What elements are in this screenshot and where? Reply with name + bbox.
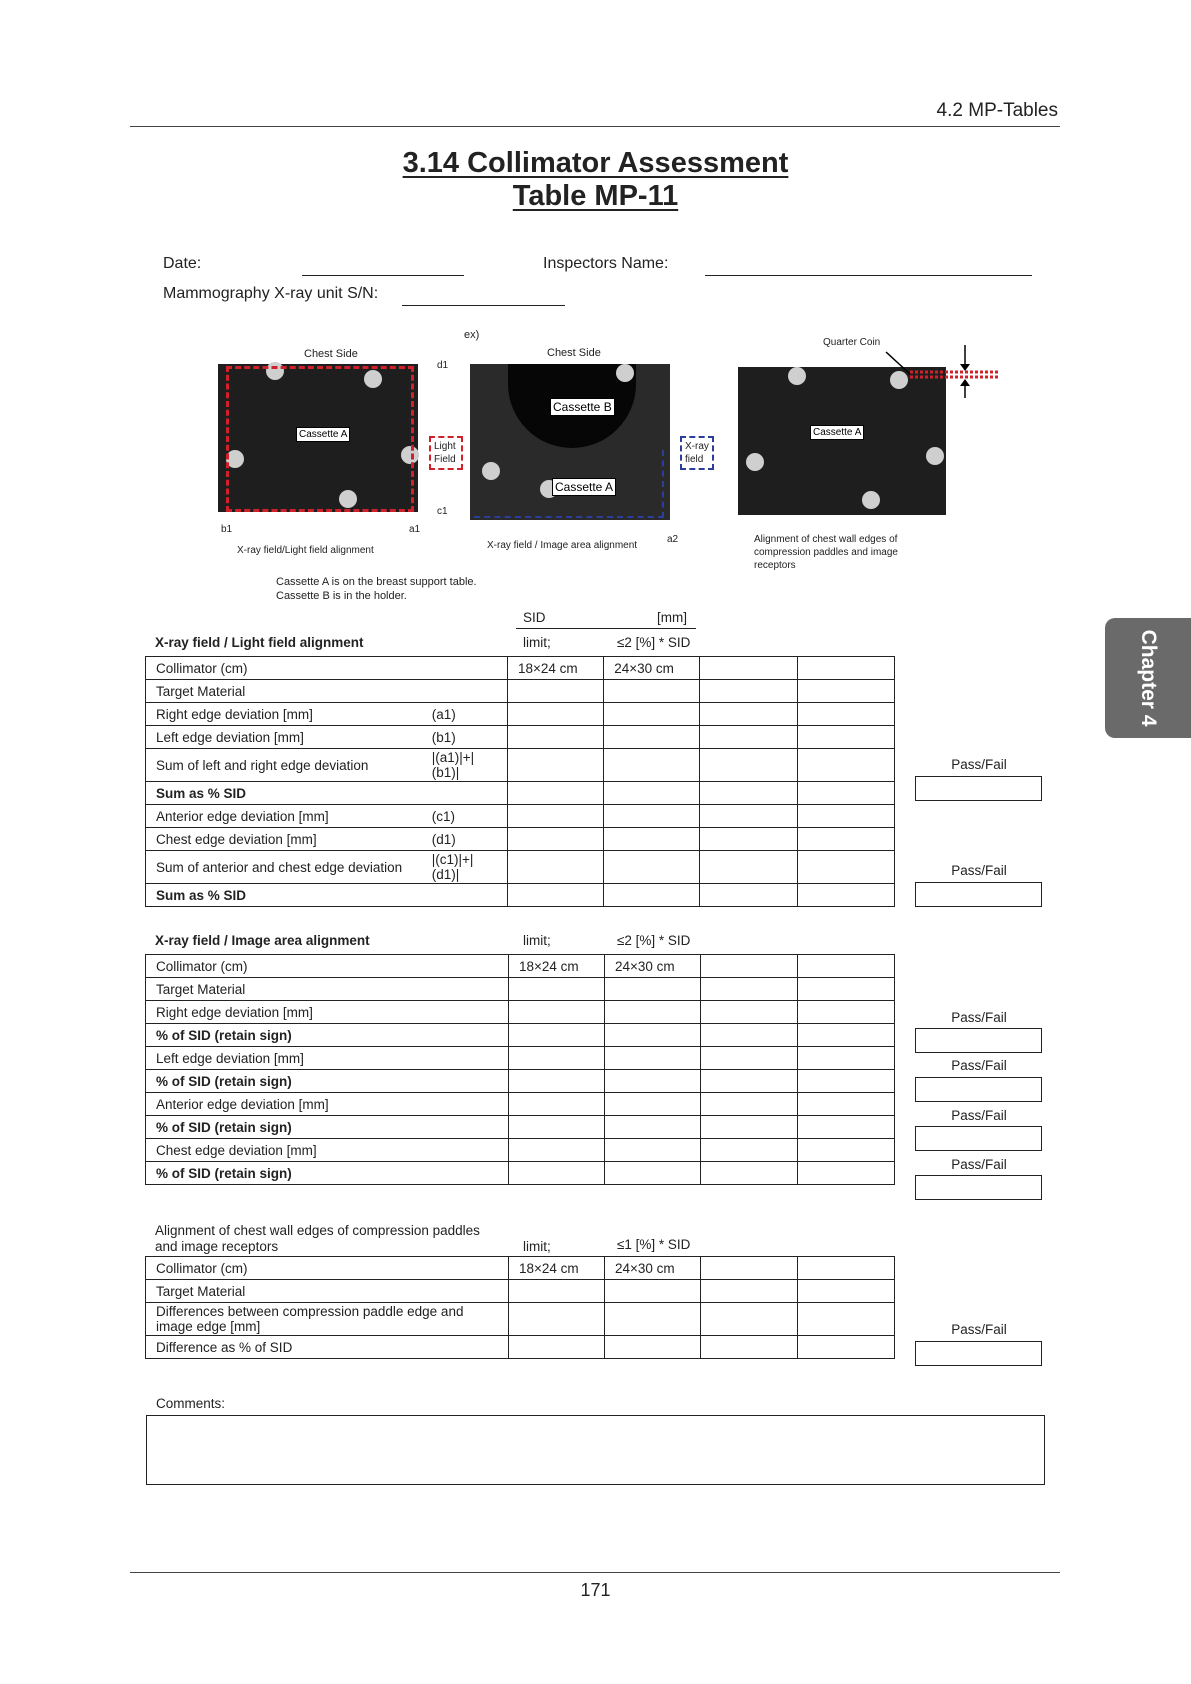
- pass-fail-label-2: Pass/Fail: [951, 863, 1007, 878]
- row-label: Target Material: [146, 978, 509, 1001]
- row-symbol: [422, 884, 508, 907]
- cell-col-1[interactable]: [507, 884, 603, 907]
- table-row: [146, 955, 895, 978]
- cell-col-1[interactable]: [509, 1336, 605, 1359]
- table3-limit-label: limit;: [523, 1239, 551, 1254]
- unit-sn-label: Mammography X-ray unit S/N:: [163, 285, 379, 302]
- row-label: Left edge deviation [mm]: [146, 726, 422, 749]
- cell-col-3[interactable]: [701, 1001, 798, 1024]
- label-a2: a2: [667, 534, 679, 545]
- table-row: [146, 884, 895, 907]
- table-row: [146, 805, 895, 828]
- table-row: [146, 1047, 895, 1070]
- cell-col-2[interactable]: [604, 680, 700, 703]
- row-symbol: (d1): [422, 828, 508, 851]
- pass-fail-label-3: Pass/Fail: [951, 1010, 1007, 1025]
- pass-fail-label-5: Pass/Fail: [951, 1108, 1007, 1123]
- table-row: [146, 1257, 895, 1280]
- pass-fail-box-6[interactable]: [915, 1175, 1042, 1200]
- page-subtitle: [0, 180, 1191, 213]
- row-label: Chest edge deviation [mm]: [146, 828, 422, 851]
- row-label: Collimator (cm): [146, 955, 509, 978]
- row-label: Sum of left and right edge deviation: [146, 749, 422, 782]
- cell-col-1[interactable]: [507, 805, 603, 828]
- cell-col-3[interactable]: [701, 1024, 798, 1047]
- cassette-note-line-2: Cassette B is in the holder.: [276, 590, 407, 602]
- cell-col-2[interactable]: 24×30 cm: [605, 1257, 701, 1280]
- label-b1: b1: [221, 524, 233, 535]
- cell-col-3[interactable]: [701, 1139, 798, 1162]
- cell-col-1[interactable]: [507, 782, 603, 805]
- cell-col-3[interactable]: [700, 680, 797, 703]
- cell-col-1[interactable]: 18×24 cm: [507, 657, 603, 680]
- date-field[interactable]: [302, 275, 464, 276]
- table-row: [146, 1024, 895, 1047]
- pass-fail-label-4: Pass/Fail: [951, 1058, 1007, 1073]
- cell-col-3[interactable]: [701, 1162, 798, 1185]
- cell-col-2[interactable]: [605, 1139, 701, 1162]
- cell-col-4[interactable]: [798, 978, 895, 1001]
- cell-col-2[interactable]: [604, 884, 700, 907]
- title-line-2: Table MP-11: [512, 180, 679, 212]
- row-label: Sum as % SID: [146, 782, 422, 805]
- date-label: Date:: [163, 255, 202, 272]
- light-field-word-2: Field: [434, 454, 456, 465]
- cell-col-1[interactable]: [509, 1093, 605, 1116]
- cell-col-3[interactable]: [700, 828, 797, 851]
- cell-col-4[interactable]: [797, 703, 894, 726]
- row-label: Right edge deviation [mm]: [146, 1001, 509, 1024]
- row-label: Target Material: [146, 680, 422, 703]
- table-row: [146, 1280, 895, 1303]
- img3-caption-line-3: receptors: [754, 560, 796, 571]
- sid-field[interactable]: [516, 628, 696, 629]
- inspector-label: Inspectors Name:: [543, 255, 669, 272]
- cell-col-3[interactable]: [701, 955, 798, 978]
- img3-caption-line-1: Alignment of chest wall edges of: [754, 534, 898, 545]
- table-row: [146, 749, 895, 782]
- row-symbol: [422, 680, 508, 703]
- table-row: [146, 1336, 895, 1359]
- cell-col-3[interactable]: [701, 1116, 798, 1139]
- label-d1: d1: [437, 360, 449, 371]
- cell-col-4[interactable]: [797, 851, 894, 884]
- footer-rule: [130, 1572, 1060, 1573]
- cell-col-2[interactable]: [604, 828, 700, 851]
- table1: [145, 656, 895, 907]
- cell-col-2[interactable]: [605, 1162, 701, 1185]
- row-label: % of SID (retain sign): [146, 1070, 509, 1093]
- cell-col-4[interactable]: [798, 1336, 895, 1359]
- cell-col-3[interactable]: [700, 805, 797, 828]
- row-label: Anterior edge deviation [mm]: [146, 805, 422, 828]
- table2-limit-value: ≤2 [%] * SID: [617, 933, 691, 948]
- pass-fail-box-4[interactable]: [915, 1077, 1042, 1102]
- cell-col-4[interactable]: [798, 1047, 895, 1070]
- row-label: Sum of anterior and chest edge deviation: [146, 851, 422, 884]
- cell-col-4[interactable]: [797, 782, 894, 805]
- table3-title: Alignment of chest wall edges of compression paddles and image receptors: [155, 1223, 480, 1254]
- table-row: [146, 657, 895, 680]
- cell-col-1[interactable]: [509, 1001, 605, 1024]
- row-symbol: [422, 782, 508, 805]
- cell-col-3[interactable]: [701, 1303, 798, 1336]
- cell-col-1[interactable]: [509, 1303, 605, 1336]
- cell-col-4[interactable]: [798, 1139, 895, 1162]
- table-row: [146, 1116, 895, 1139]
- table-row: [146, 1001, 895, 1024]
- page-title: [0, 147, 1191, 180]
- coin-alignment-marker: [850, 340, 1010, 400]
- table1-title: X-ray field / Light field alignment: [155, 635, 364, 650]
- cell-col-2[interactable]: [605, 1303, 701, 1336]
- light-field-legend: [429, 436, 463, 470]
- sid-unit: [mm]: [657, 610, 687, 625]
- table3-limit-value: ≤1 [%] * SID: [617, 1237, 691, 1252]
- label-a1: a1: [409, 524, 421, 535]
- img3-cassette-label: Cassette A: [810, 425, 864, 440]
- cell-col-2[interactable]: [604, 726, 700, 749]
- cassette-b-label: Cassette B: [550, 398, 615, 416]
- cell-col-1[interactable]: [509, 1047, 605, 1070]
- cell-col-2[interactable]: [605, 1047, 701, 1070]
- table-row: [146, 978, 895, 1001]
- cell-col-3[interactable]: [701, 978, 798, 1001]
- img1-cassette-label: Cassette A: [296, 427, 350, 442]
- cell-col-1[interactable]: [507, 828, 603, 851]
- cell-col-3[interactable]: [700, 851, 797, 884]
- cell-col-3[interactable]: [700, 703, 797, 726]
- cell-col-2[interactable]: 24×30 cm: [604, 657, 700, 680]
- table-row: [146, 828, 895, 851]
- unit-sn-field[interactable]: [402, 305, 565, 306]
- page-number: 171: [580, 1580, 611, 1600]
- row-label: Differences between compression paddle edge and image edge [mm]: [146, 1303, 509, 1336]
- row-label: Collimator (cm): [146, 1257, 509, 1280]
- cell-col-4[interactable]: [797, 680, 894, 703]
- table-row: [146, 1093, 895, 1116]
- cell-col-4[interactable]: [798, 1024, 895, 1047]
- row-label: Left edge deviation [mm]: [146, 1047, 509, 1070]
- cell-col-1[interactable]: [509, 1070, 605, 1093]
- cell-col-2[interactable]: 24×30 cm: [605, 955, 701, 978]
- cell-col-4[interactable]: [797, 749, 894, 782]
- cell-col-1[interactable]: [509, 1116, 605, 1139]
- row-symbol: |(a1)|+|(b1)|: [422, 749, 508, 782]
- cell-col-2[interactable]: [605, 1024, 701, 1047]
- cell-col-1[interactable]: [507, 749, 603, 782]
- cell-col-3[interactable]: [701, 1093, 798, 1116]
- cell-col-3[interactable]: [701, 1070, 798, 1093]
- xray-image-2: [470, 364, 670, 520]
- cell-col-2[interactable]: [605, 1336, 701, 1359]
- cell-col-3[interactable]: [700, 657, 797, 680]
- cell-col-2[interactable]: [604, 703, 700, 726]
- cell-col-4[interactable]: [797, 828, 894, 851]
- row-symbol: [422, 657, 508, 680]
- comments-label: Comments:: [156, 1396, 226, 1411]
- row-label: Difference as % of SID: [146, 1336, 509, 1359]
- cell-col-1[interactable]: [507, 703, 603, 726]
- cell-col-3[interactable]: [701, 1280, 798, 1303]
- row-label: Anterior edge deviation [mm]: [146, 1093, 509, 1116]
- cell-col-2[interactable]: [605, 1070, 701, 1093]
- cell-col-4[interactable]: [798, 1280, 895, 1303]
- xray-field-word-1: X-ray: [685, 441, 709, 452]
- xray-image-1: [218, 364, 418, 512]
- cassette-note-line-1: Cassette A is on the breast support table.: [276, 576, 477, 588]
- pass-fail-box-5[interactable]: [915, 1126, 1042, 1151]
- cell-col-4[interactable]: [798, 1001, 895, 1024]
- header-rule: [130, 126, 1060, 127]
- pass-fail-label-6: Pass/Fail: [951, 1157, 1007, 1172]
- img2-chest-side: Chest Side: [547, 347, 601, 359]
- cell-col-2[interactable]: [604, 805, 700, 828]
- cell-col-4[interactable]: [798, 1093, 895, 1116]
- img2-cassette-a-label: Cassette A: [552, 478, 616, 496]
- light-field-word-1: Light: [434, 441, 456, 452]
- cell-col-3[interactable]: [700, 782, 797, 805]
- title-line-1: 3.14 Collimator Assessment: [402, 147, 789, 179]
- cell-col-4[interactable]: [797, 726, 894, 749]
- table-row: [146, 1162, 895, 1185]
- pass-fail-label-7: Pass/Fail: [951, 1322, 1007, 1337]
- table-row: [146, 680, 895, 703]
- pass-fail-box-1[interactable]: [915, 776, 1042, 801]
- row-symbol: (b1): [422, 726, 508, 749]
- row-label: Target Material: [146, 1280, 509, 1303]
- pass-fail-box-7[interactable]: [915, 1341, 1042, 1366]
- cell-col-2[interactable]: [604, 782, 700, 805]
- table-row: [146, 703, 895, 726]
- row-label: Sum as % SID: [146, 884, 422, 907]
- cell-col-2[interactable]: [605, 1116, 701, 1139]
- table-row: [146, 782, 895, 805]
- row-label: Collimator (cm): [146, 657, 422, 680]
- cell-col-2[interactable]: [605, 1093, 701, 1116]
- table2: [145, 954, 895, 1185]
- table-row: [146, 1303, 895, 1336]
- table-row: [146, 851, 895, 884]
- cell-col-4[interactable]: [798, 1303, 895, 1336]
- table-row: [146, 1070, 895, 1093]
- row-symbol: |(c1)|+|(d1)|: [422, 851, 508, 884]
- table1-limit-value: ≤2 [%] * SID: [617, 635, 691, 650]
- pass-fail-box-3[interactable]: [915, 1028, 1042, 1053]
- cell-col-2[interactable]: [605, 1280, 701, 1303]
- cell-col-1[interactable]: [507, 680, 603, 703]
- table-row: [146, 726, 895, 749]
- img1-caption: X-ray field/Light field alignment: [237, 545, 374, 556]
- cell-col-4[interactable]: [798, 1070, 895, 1093]
- cell-col-4[interactable]: [797, 805, 894, 828]
- row-symbol: (c1): [422, 805, 508, 828]
- cell-col-1[interactable]: [509, 978, 605, 1001]
- cell-col-4[interactable]: [798, 955, 895, 978]
- table2-title: X-ray field / Image area alignment: [155, 933, 370, 948]
- cell-col-3[interactable]: [700, 884, 797, 907]
- cell-col-2[interactable]: [604, 851, 700, 884]
- row-label: % of SID (retain sign): [146, 1024, 509, 1047]
- pass-fail-label-1: Pass/Fail: [951, 757, 1007, 772]
- sid-label: SID: [523, 610, 546, 625]
- xray-field-word-2: field: [685, 454, 704, 465]
- cell-col-1[interactable]: [507, 726, 603, 749]
- img3-caption: [754, 533, 898, 572]
- img1-chest-side: Chest Side: [304, 348, 358, 360]
- cassette-note: [276, 575, 477, 603]
- cell-col-1[interactable]: [507, 851, 603, 884]
- cell-col-3[interactable]: [701, 1336, 798, 1359]
- example-label: ex): [464, 329, 480, 341]
- comments-field[interactable]: [146, 1415, 1045, 1485]
- cell-col-2[interactable]: [605, 978, 701, 1001]
- cell-col-3[interactable]: [700, 726, 797, 749]
- quarter-coin-label: Quarter Coin: [823, 337, 881, 348]
- cell-col-4[interactable]: [798, 1257, 895, 1280]
- img3-caption-line-2: compression paddles and image: [754, 547, 898, 558]
- img2-caption: X-ray field / Image area alignment: [487, 540, 638, 551]
- cell-col-4[interactable]: [798, 1162, 895, 1185]
- chapter-tab: [1105, 618, 1191, 738]
- row-label: Chest edge deviation [mm]: [146, 1139, 509, 1162]
- table2-limit-label: limit;: [523, 933, 551, 948]
- cell-col-1[interactable]: [509, 1162, 605, 1185]
- cell-col-3[interactable]: [701, 1257, 798, 1280]
- row-label: Right edge deviation [mm]: [146, 703, 422, 726]
- chapter-tab-label: Chapter 4: [1137, 629, 1160, 727]
- cell-col-1[interactable]: [509, 1024, 605, 1047]
- cell-col-3[interactable]: [700, 749, 797, 782]
- xray-field-legend: [680, 436, 714, 470]
- cell-col-4[interactable]: [797, 884, 894, 907]
- row-label: % of SID (retain sign): [146, 1116, 509, 1139]
- section-header: 4.2 MP-Tables: [936, 100, 1058, 121]
- label-c1: c1: [437, 506, 448, 517]
- row-symbol: (a1): [422, 703, 508, 726]
- table1-limit-label: limit;: [523, 635, 551, 650]
- table-row: [146, 1139, 895, 1162]
- cell-col-1[interactable]: [509, 1139, 605, 1162]
- cell-col-3[interactable]: [701, 1047, 798, 1070]
- cell-col-2[interactable]: [604, 749, 700, 782]
- row-label: % of SID (retain sign): [146, 1162, 509, 1185]
- inspector-field[interactable]: [705, 275, 1032, 276]
- table3: [145, 1256, 895, 1359]
- cell-col-1[interactable]: 18×24 cm: [509, 955, 605, 978]
- pass-fail-box-2[interactable]: [915, 882, 1042, 907]
- cell-col-4[interactable]: [797, 657, 894, 680]
- cell-col-1[interactable]: [509, 1280, 605, 1303]
- cell-col-1[interactable]: 18×24 cm: [509, 1257, 605, 1280]
- cell-col-2[interactable]: [605, 1001, 701, 1024]
- cell-col-4[interactable]: [798, 1116, 895, 1139]
